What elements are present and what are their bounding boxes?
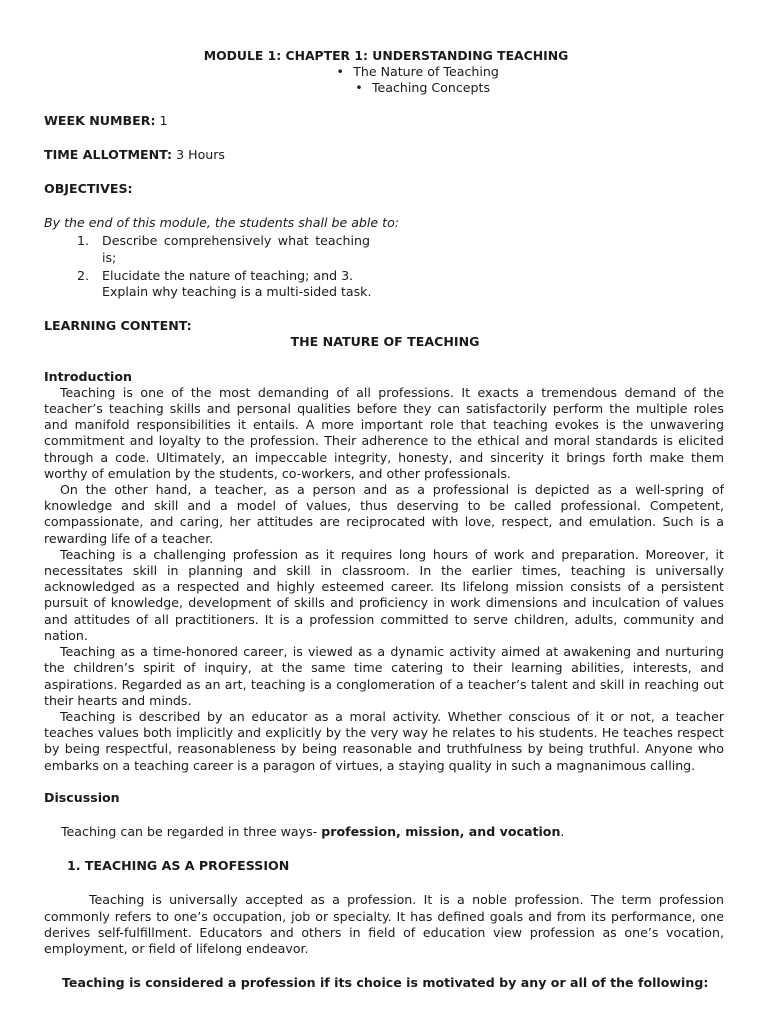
topic-label: The Nature of Teaching <box>353 64 499 80</box>
profession-criteria-heading: Teaching is considered a profession if its choice is motivated by any or all of the following: <box>62 975 709 991</box>
intro-paragraph: On the other hand, a teacher, as a person and as a professional is depicted as a well-spring of knowledge and skill and a model of values, thus deserving to be called professional. Competent, compassionate, and caring, her attitudes are reciprocated with love, respect, and emulation. Such is a rewarding life of a teacher. <box>44 482 724 546</box>
intro-paragraph: Teaching is a challenging profession as it requires long hours of work and preparation. Moreover, it necessitates skill in planning and skill in classroom. In the earlier times, teaching is universally acknowledged as a respected and highly esteemed career. Its lifelong mission consists of a persistent pursuit of knowledge, development of skills and proficiency in work dimensions and inculcation of values and attitudes of all practitioners. It is a profession committed to serve children, adults, community and nation. <box>44 546 724 643</box>
objectives-list <box>44 233 724 300</box>
discussion-lead-end: . <box>560 823 565 839</box>
discussion-lead-text: Teaching can be regarded in three ways- <box>61 823 318 839</box>
introduction-heading: Introduction <box>44 368 132 384</box>
objectives-heading: OBJECTIVES: <box>44 181 133 197</box>
week-value: 1 <box>159 112 168 128</box>
time-label: TIME ALLOTMENT: <box>44 146 173 162</box>
intro-paragraph: Teaching as a time-honored career, is viewed as a dynamic activity aimed at awakening and nurturing the children’s spirit of inquiry, at the same time catering to their learning abilities, interests, and aspirations. Regarded as an art, teaching is a conglomeration of a teacher’s talent and skill in reaching out their hearts and minds. <box>44 644 724 708</box>
objective-text: Describe comprehensively what teaching is; <box>102 233 370 265</box>
week-label: WEEK NUMBER: <box>44 112 156 128</box>
profession-paragraph: Teaching is universally accepted as a profession. It is a noble profession. The term profession commonly refers to one’s occupation, job or specialty. It has defined goals and from its performance, one derives self-fulfillment. Educators and others in field of education view profession as one’s vocation, employment, or field of lifelong endeavor. <box>44 892 724 956</box>
section-title: THE NATURE OF TEACHING <box>290 334 480 350</box>
intro-paragraph: Teaching is one of the most demanding of all professions. It exacts a tremendous demand of the teacher’s teaching skills and personal qualities before they can satisfactorily perform the multiple roles and manifold responsibilities it entails. A more important role that teaching evokes is the unwavering commitment and loyalty to the profession. Their adherence to the ethical and moral standards is elicited through a code. Ultimately, an impeccable integrity, honesty, and sincerity it brings forth make them worthy of emulation by the students, co-workers, and other professionals. <box>44 384 724 481</box>
objective-item <box>44 268 724 300</box>
topic-item <box>102 64 724 80</box>
discussion-heading: Discussion <box>44 789 120 805</box>
module-title: MODULE 1: CHAPTER 1: UNDERSTANDING TEACHING <box>203 48 569 63</box>
objective-text-continued: Explain why teaching is a multi-sided task. <box>102 284 372 300</box>
time-value: 3 Hours <box>176 146 225 162</box>
week-number <box>44 113 724 129</box>
time-allotment <box>44 147 724 163</box>
topic-list <box>44 64 724 96</box>
objective-number: 2. <box>77 267 90 283</box>
intro-paragraph: Teaching is described by an educator as a moral activity. Whether conscious of it or not, a teacher teaches values both implicitly and explicitly by the very way he relates to his students. He teaches respect by being respectful, reasonableness by being reasonable and truthfulness by being truthful. Anyone who embarks on a teaching career is a paragon of virtues, a staying quality in such a magnanimous calling. <box>44 708 724 773</box>
topic-item <box>112 80 724 96</box>
objective-item <box>44 233 724 265</box>
discussion-lead-bold: profession, mission, and vocation <box>321 823 561 839</box>
bullet-icon: • <box>355 80 363 96</box>
topic-label: Teaching Concepts <box>371 80 491 96</box>
discussion-lead <box>44 824 724 840</box>
bullet-icon: • <box>336 64 344 80</box>
subsection-heading: 1. TEACHING AS A PROFESSION <box>67 858 290 874</box>
learning-content-heading: LEARNING CONTENT: <box>44 318 192 334</box>
objectives-intro: By the end of this module, the students shall be able to: <box>44 215 400 231</box>
objective-text: Elucidate the nature of teaching; and 3. <box>102 267 354 283</box>
document-page <box>44 48 724 991</box>
objective-number: 1. <box>77 233 90 249</box>
